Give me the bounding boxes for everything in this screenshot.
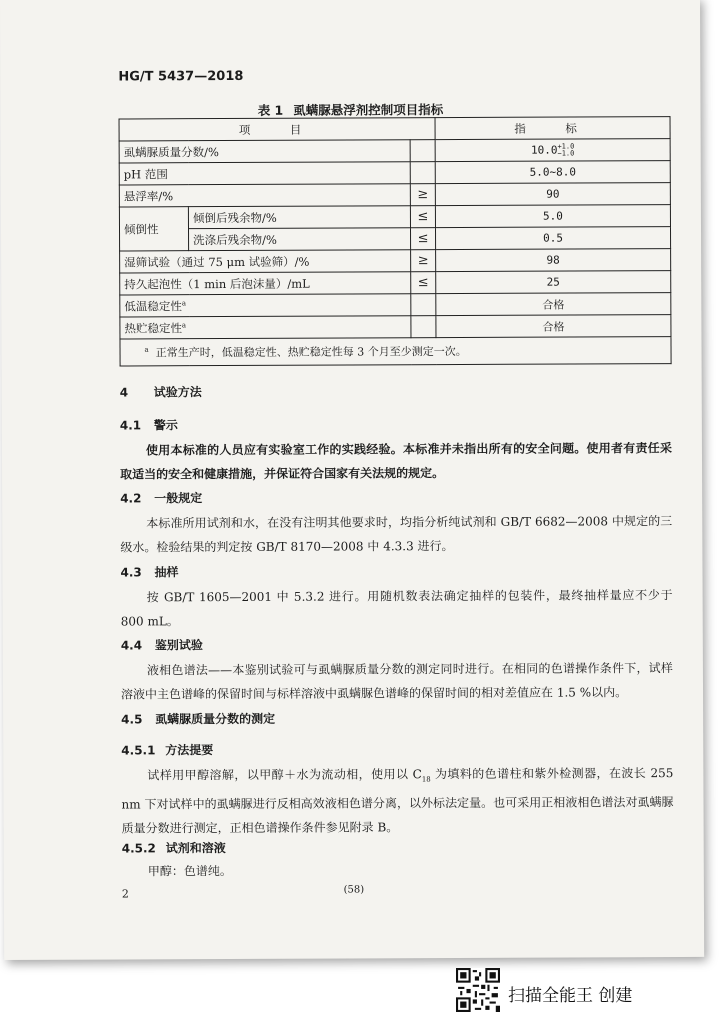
row-label-text: 低温稳定性 bbox=[124, 298, 182, 313]
row-symbol: ≥ bbox=[411, 250, 436, 272]
footnote-mark: a bbox=[181, 320, 187, 329]
table-row bbox=[120, 315, 671, 339]
section-number: 4.2 bbox=[120, 491, 142, 506]
section-heading-4-3 bbox=[120, 563, 178, 580]
row-value-main: 10.0 bbox=[530, 143, 558, 157]
page-number: 2 bbox=[121, 887, 129, 901]
section-number: 4.5.2 bbox=[121, 841, 156, 856]
row-symbol: ≤ bbox=[410, 228, 435, 250]
footnote-mark: a bbox=[181, 298, 187, 307]
row-label: 持久起泡性（1 min 后泡沫量）/mL bbox=[120, 272, 411, 295]
paragraph-general: 本标准所用试剂和水，在没有注明其他要求时，均指分析纯试剂和 GB/T 6682—2008 中规定的三级水。检验结果的判定按 GB/T 8170—2008 中 4.3.3 进行。 bbox=[120, 514, 673, 555]
paragraph-method-summary bbox=[121, 761, 673, 841]
qr-code-icon bbox=[456, 968, 500, 1012]
page-center-number: (58) bbox=[343, 884, 365, 896]
table-row bbox=[119, 183, 670, 207]
section-number: 4.3 bbox=[120, 565, 142, 580]
row-label bbox=[120, 316, 411, 339]
row-symbol bbox=[411, 316, 436, 338]
table-header-row bbox=[119, 117, 670, 141]
paragraph-warning: 使用本标准的人员应有实验室工作的实践经验。本标准并未指出所有的安全问题。使用者有责任采取适当的安全和健康措施，并保证符合国家有关法规的规定。 bbox=[120, 441, 672, 482]
subscript: 18 bbox=[421, 775, 431, 784]
scanner-label: 扫描全能王 创建 bbox=[508, 986, 633, 1006]
section-number: 4.1 bbox=[119, 418, 142, 433]
row-label: 倾倒后残余物/% bbox=[188, 206, 410, 229]
table-number: 表 1 bbox=[257, 102, 284, 118]
section-number: 4.5 bbox=[121, 712, 143, 727]
row-value: 5.0~8.0 bbox=[435, 161, 670, 184]
section-heading-4-5 bbox=[121, 710, 275, 728]
section-title: 抽样 bbox=[154, 565, 179, 580]
row-label-text: 热贮稳定性 bbox=[124, 320, 182, 335]
tolerance-lower: −1.0 bbox=[557, 148, 575, 158]
table-title-text: 虱螨脲悬浮剂控制项目指标 bbox=[293, 102, 444, 118]
standard-code: HG/T 5437—2018 bbox=[118, 68, 244, 85]
table-row bbox=[120, 271, 671, 295]
indicator-table bbox=[119, 116, 672, 366]
table-row bbox=[119, 205, 670, 229]
section-title: 试剂和溶液 bbox=[165, 841, 226, 856]
section-title: 警示 bbox=[153, 418, 178, 433]
table-row bbox=[119, 139, 670, 163]
column-header-value: 指 标 bbox=[435, 117, 670, 140]
section-number: 4.5.1 bbox=[121, 743, 156, 758]
scanner-watermark bbox=[456, 968, 716, 1016]
section-heading-4-1 bbox=[120, 416, 178, 433]
table-row bbox=[119, 161, 670, 185]
row-symbol: ≤ bbox=[411, 272, 436, 294]
row-symbol bbox=[410, 140, 435, 162]
section-title: 虱螨脲质量分数的测定 bbox=[155, 711, 276, 727]
row-value: 98 bbox=[436, 249, 671, 272]
paragraph-reagents: 甲醇：色谱纯。 bbox=[147, 863, 232, 879]
row-label bbox=[120, 294, 411, 317]
section-heading-4 bbox=[120, 383, 202, 400]
column-header-item: 项 目 bbox=[119, 118, 435, 141]
table-row bbox=[120, 249, 671, 273]
note-mark: a bbox=[144, 345, 149, 354]
row-value: 合格 bbox=[436, 315, 671, 338]
section-heading-4-5-1 bbox=[121, 741, 213, 758]
row-value: 5.0 bbox=[435, 205, 670, 228]
row-label: pH 范围 bbox=[119, 162, 410, 185]
note-text: 正常生产时，低温稳定性、热贮稳定性每 3 个月至少测定一次。 bbox=[155, 344, 467, 360]
row-value: 合格 bbox=[436, 293, 671, 316]
section-title: 方法提要 bbox=[165, 743, 214, 758]
table-note bbox=[120, 337, 671, 366]
row-value: 25 bbox=[436, 271, 671, 294]
paragraph-sampling: 按 GB/T 1605—2001 中 5.3.2 进行。用随机数表法确定抽样的包装件，最终抽样量应不少于 800 mL。 bbox=[120, 588, 673, 629]
paragraph-identification: 液相色谱法——本鉴别试验可与虱螨脲质量分数的测定同时进行。在相同的色谱操作条件下，试样溶液中主色谱峰的保留时间与标样溶液中虱螨脲色谱峰的保留时间的相对差值应在 1.5 %以内。 bbox=[121, 661, 673, 702]
section-number: 4 bbox=[119, 385, 129, 400]
table-row bbox=[120, 227, 671, 251]
section-heading-4-4 bbox=[121, 636, 203, 653]
row-value bbox=[435, 139, 670, 162]
method-text-part2: 为填料的色谱柱和紫外检测器，在波长 255 nm 下对试样中的虱螨脲进行反相高效液相色谱分离，以外标法定量。也可采用正相液相色谱法对虱螨脲质量分数进行测定，正相色谱操作条件参见附录 B。 bbox=[121, 766, 674, 836]
tolerance-upper: +1.0 bbox=[557, 141, 575, 151]
row-label: 洗涤后残余物/% bbox=[188, 228, 410, 251]
row-symbol bbox=[410, 162, 435, 184]
section-heading-4-2 bbox=[120, 489, 202, 506]
section-number: 4.4 bbox=[120, 638, 143, 653]
tolerance bbox=[557, 143, 574, 157]
row-symbol bbox=[411, 294, 436, 316]
row-group-label: 倾倒性 bbox=[119, 207, 188, 251]
section-title: 试验方法 bbox=[153, 385, 202, 400]
row-label: 湿筛试验（通过 75 μm 试验筛）/% bbox=[120, 250, 411, 273]
row-value: 90 bbox=[435, 183, 670, 206]
section-heading-4-5-2 bbox=[122, 839, 226, 856]
section-title: 鉴别试验 bbox=[154, 638, 203, 653]
row-label: 悬浮率/% bbox=[119, 184, 410, 207]
row-value: 0.5 bbox=[435, 227, 670, 250]
table-note-row bbox=[120, 337, 671, 366]
method-text-part1: 试样用甲醇溶解，以甲醇＋水为流动相，使用以 C bbox=[147, 767, 422, 783]
section-title: 一般规定 bbox=[154, 491, 203, 506]
table-row bbox=[120, 293, 671, 317]
row-symbol: ≥ bbox=[410, 184, 435, 206]
row-symbol: ≤ bbox=[410, 206, 435, 228]
row-label: 虱螨脲质量分数/% bbox=[119, 140, 410, 163]
